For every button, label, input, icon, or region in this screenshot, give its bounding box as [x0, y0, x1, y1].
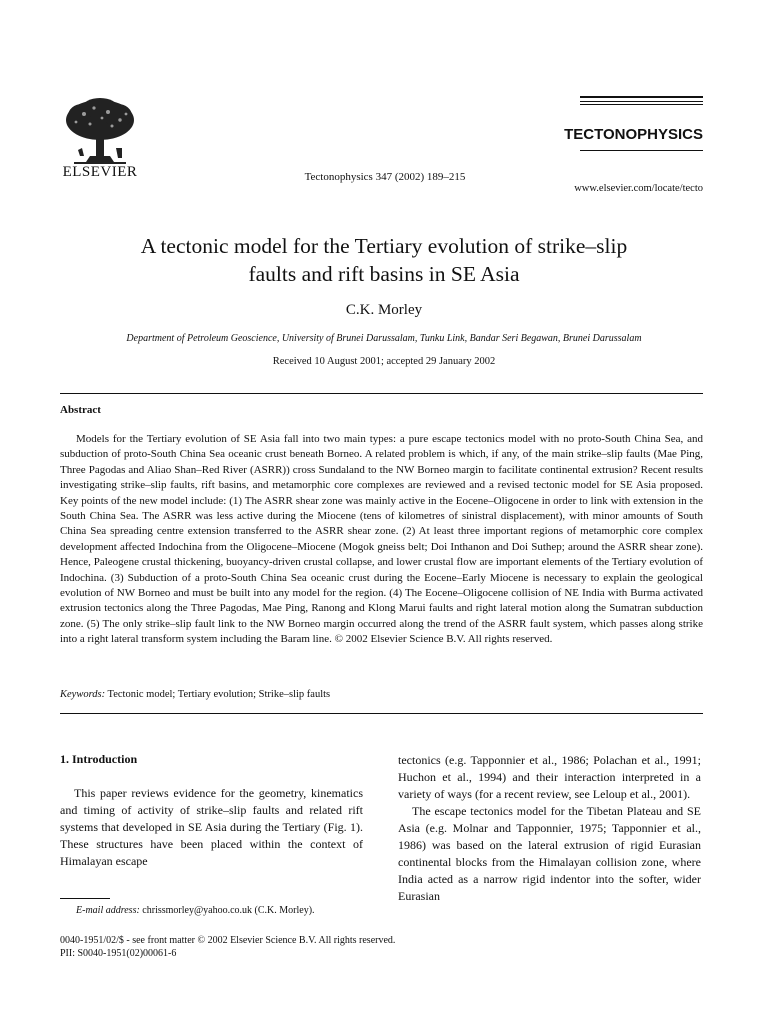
journal-header-rules: [580, 96, 703, 107]
intro-paragraph-1-cont: tectonics (e.g. Tapponnier et al., 1986; Polachan et al., 1991; Huchon et al., 1994) and their interaction interpreted in a variety of ways (for a recent review, see Leloup et al., 2001).: [398, 753, 701, 801]
publisher-logo: [60, 96, 140, 181]
copyright-footer: [60, 934, 395, 960]
intro-paragraph-1: This paper reviews evidence for the geometry, kinematics and timing of activity of strike–slip faults and related rift systems that developed in SE Asia during the Tertiary (Fig. 1). These structures have been placed within the context of Himalayan escape: [60, 786, 363, 868]
keywords: [60, 689, 703, 700]
journal-name: TECTONOPHYSICS: [564, 126, 703, 143]
keywords-text: Tectonic model; Tertiary evolution; Strike–slip faults: [107, 689, 331, 700]
title-line-2: faults and rift basins in SE Asia: [248, 262, 520, 286]
footnote-rule: [60, 898, 110, 899]
footnote-email[interactable]: chrissmorley@yahoo.co.uk (C.K. Morley).: [142, 905, 315, 916]
publisher-name: ELSEVIER: [62, 164, 138, 180]
right-column: [398, 752, 701, 905]
footnote-label: E-mail address:: [76, 905, 140, 916]
left-column: [60, 751, 363, 870]
keywords-label: Keywords:: [60, 689, 106, 700]
article-title: [80, 232, 688, 288]
footnote: [76, 905, 366, 916]
abstract-heading: Abstract: [60, 404, 101, 416]
journal-citation: Tectonophysics 347 (2002) 189–215: [304, 171, 466, 183]
copyright-line: 0040-1951/02/$ - see front matter © 2002 Elsevier Science B.V. All rights reserved.: [60, 935, 396, 946]
journal-divider: [580, 150, 703, 151]
received-dates: Received 10 August 2001; accepted 29 January 2002: [272, 356, 496, 367]
abstract-bottom-rule: [60, 713, 703, 714]
section-heading: 1. Introduction: [60, 752, 138, 766]
abstract-text: Models for the Tertiary evolution of SE Asia fall into two main types: a pure escape tectonics model with no proto-South China Sea, and subduction of proto-South China Sea oceanic crust beneath Borneo. A related problem is which, if any, of the main strike–slip faults (Mae Ping, Three Pagodas and Aliao Shan–Red River (ASRR)) cross Sundaland to the NW Borneo margin to facilitate continental extrusion? Recent results investigating strike–slip faults, rift basins, and metamorphic core complexes are reviewed and a revised tectonic model for SE Asia proposed. Key points of the new model include: (1) The ASRR shear zone was mainly active in the Eocene–Oligocene in order to link with extension in the South China Sea. The ASRR was less active during the Miocene (tens of kilometres of sinistral displacement), with minor amounts of South China Sea spreading centre extension transferred to the ASRR shear zone. (2) At least three important regions of metamorphic core complex development affected Indochina from the Oligocene–Miocene (Mogok gneiss belt; Doi Inthanon and Doi Suthep; around the ASRR shear zone). Hence, Paleogene crustal thickening, buoyancy-driven crustal collapse, and lower crustal flow are important elements of the Tertiary evolution of Indochina. (3) Subduction of a proto-South China Sea oceanic crust during the Eocene–Early Miocene is necessary to explain the geological evolution of NW Borneo and must be built into any model for the region. (4) The Eocene–Oligocene collision of NE India with Burma activated extrusion tectonics along the Three Pagodas, Mae Ping, Ranong and Klong Marui faults and right lateral motion along the Sumatran subduction zone. (5) The only strike–slip fault link to the NW Borneo margin occurred along the trend of the ASRR fault system, which passes along strike into a right lateral transform system including the Baram line. © 2002 Elsevier Science B.V. All rights reserved.: [60, 433, 703, 646]
intro-paragraph-2: The escape tectonics model for the Tibetan Plateau and SE Asia (e.g. Molnar and Tapponnier, 1975; Tapponnier et al., 1986) was based on the lateral extrusion of rigid Eurasian continental blocks from the Himalayan collision zone, where India acted as a narrow rigid indentor into the softer, wider Eurasian: [398, 804, 701, 903]
author-name: C.K. Morley: [345, 302, 423, 318]
elsevier-tree-icon: [60, 96, 140, 164]
journal-url[interactable]: www.elsevier.com/locate/tecto: [574, 183, 703, 194]
author-affiliation: Department of Petroleum Geoscience, University of Brunei Darussalam, Tunku Link, Bandar Seri Begawan, Brunei Darussalam: [126, 333, 642, 344]
pii-line: PII: S0040-1951(02)00061-6: [60, 948, 177, 959]
title-line-1: A tectonic model for the Tertiary evolution of strike–slip: [140, 234, 628, 258]
abstract-top-rule: [60, 393, 703, 394]
